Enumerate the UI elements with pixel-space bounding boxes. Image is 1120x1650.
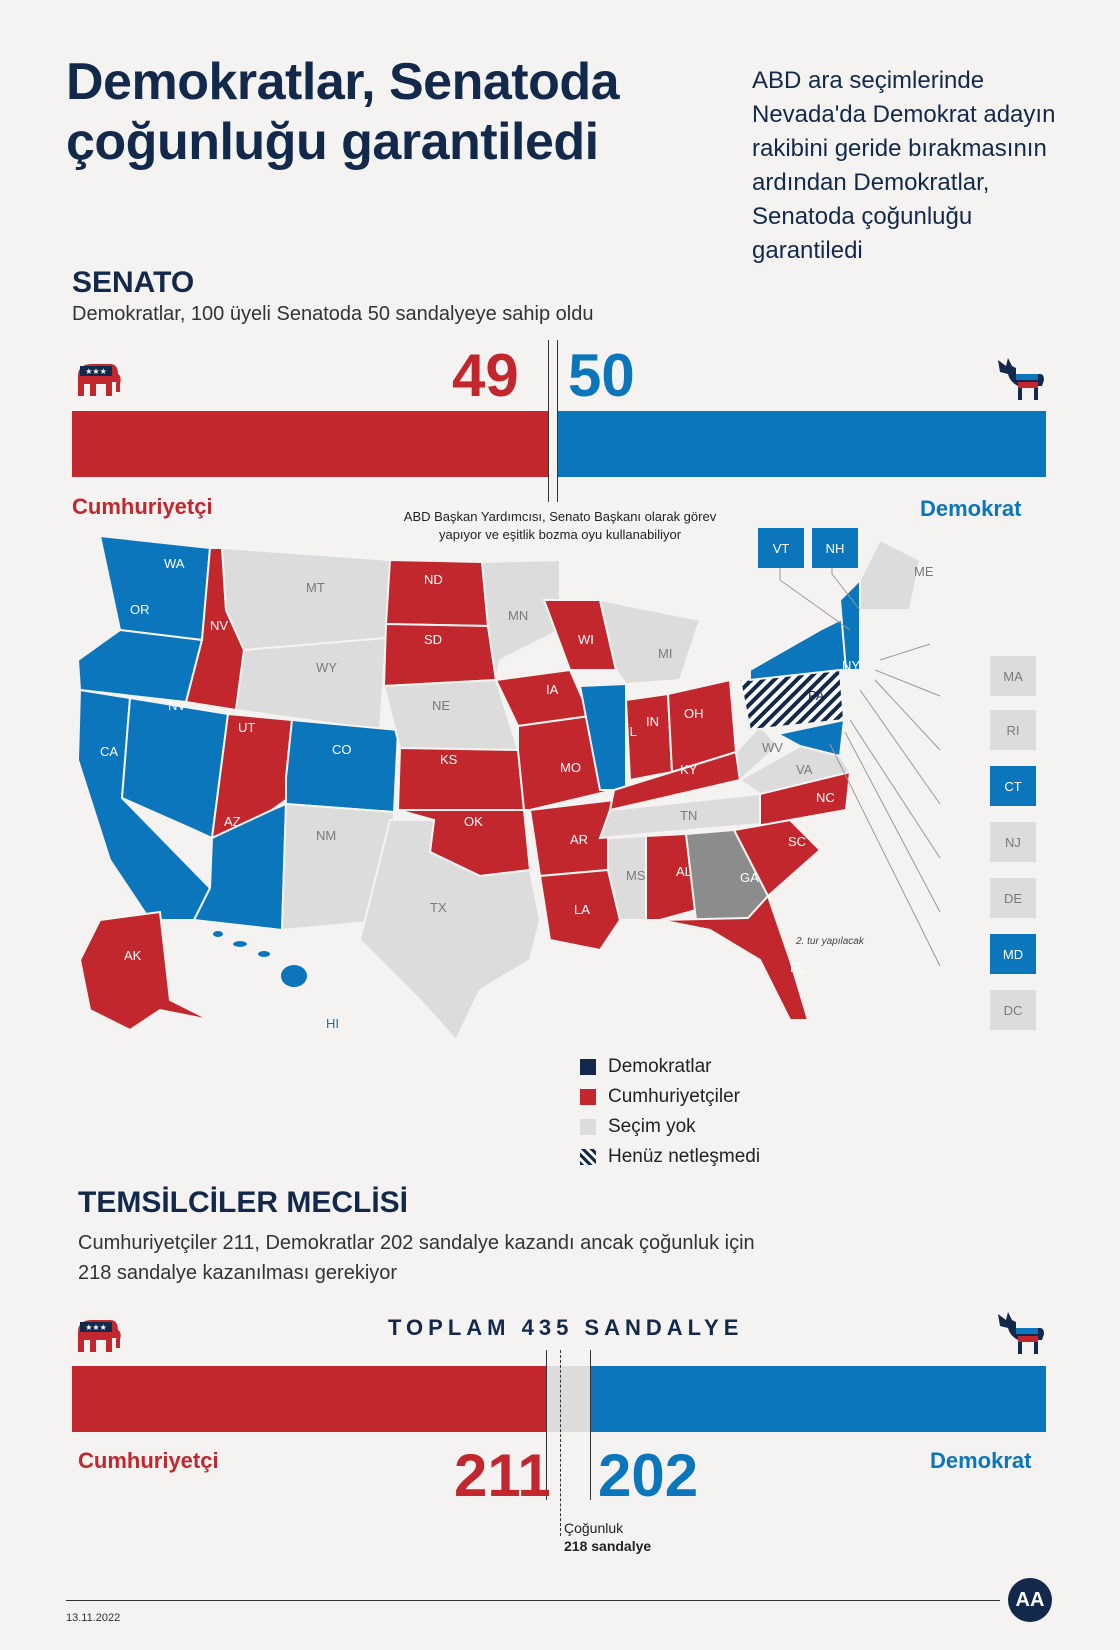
vp-note: ABD Başkan Yardımcısı, Senato Başkanı olarak görev yapıyor ve eşitlik bozma oyu kullanabiliyor [403,509,717,542]
state-nd [386,560,488,626]
label-wi: WI [578,632,594,647]
elephant-icon [74,362,122,398]
house-rep-bar [72,1366,546,1432]
us-map [60,520,1060,1080]
house-dem-seats: 202 [598,1442,699,1509]
house-total: TOPLAM 435 SANDALYE [388,1315,744,1340]
box-ri: RI [990,710,1036,750]
label-ar: AR [570,832,589,847]
house-sub-line-1: Cumhuriyetçiler 211, Demokratlar 202 sandalye kazandı ancak çoğunluk için [78,1232,755,1254]
label-me: ME [914,564,934,579]
state-co [286,720,398,812]
state-ks [398,748,524,810]
state-me [860,540,920,610]
house-undecided-bar [546,1366,590,1432]
label-ne: NE [432,698,451,713]
label-id: NV [210,618,229,633]
footer-date: 13.11.2022 [66,1612,121,1624]
map-legend [580,1052,760,1172]
label-ga: GA [740,870,759,885]
label-va: VA [796,762,813,777]
label-pa: PA [808,688,825,703]
state-or [78,630,202,702]
legend-none: Seçim yok [580,1112,760,1142]
aa-logo: AA [1008,1578,1052,1622]
house-sub-line-2: 218 sandalye kazanılması gerekiyor [78,1262,398,1284]
senate-rep-seats: 49 [452,342,519,409]
box-dc: DC [990,990,1036,1030]
label-ms: MS [626,868,646,883]
footer-rule [66,1600,1000,1601]
senate-dem-label: Demokrat [920,496,1022,521]
title-line-1: Demokratlar, Senatoda [66,53,620,111]
legend-dem: Demokratlar [580,1052,760,1082]
state-mt [222,548,390,650]
page-title [66,52,619,172]
svg-text:★★★: ★★★ [85,1323,107,1332]
state-ne [384,680,518,750]
label-tx: TX [430,900,447,915]
box-nj: NJ [990,822,1036,862]
runoff-note: 2. tur yapılacak [796,936,864,947]
senate-rep-bar [72,411,548,477]
label-az: AZ [224,814,241,829]
label-sc: SC [788,834,807,849]
senate-subheading: Demokratlar, 100 üyeli Senatoda 50 sandalyeye sahip oldu [72,303,594,325]
house-rep-seats: 211 [454,1442,551,1509]
box-md: MD [990,934,1036,974]
label-ak: AK [124,948,142,963]
box-ma: MA [990,656,1036,696]
state-ak [80,912,210,1030]
elephant-icon [74,1318,122,1354]
majority-label: Çoğunluk [564,1520,624,1536]
majority-value: 218 sandalye [564,1538,652,1554]
majority-line [560,1350,561,1536]
senate-dem-seats: 50 [568,342,635,409]
legend-pending-swatch [580,1149,596,1165]
box-de: DE [990,878,1036,918]
label-wv: WV [762,740,783,755]
label-wa: WA [164,556,185,571]
legend-none-swatch [580,1119,596,1135]
label-mt: MT [306,580,325,595]
label-ia: IA [546,682,559,697]
house-rep-label: Cumhuriyetçi [78,1448,219,1473]
label-hi: HI [326,1016,339,1031]
label-la: LA [574,902,590,917]
legend-rep-swatch [580,1089,596,1105]
house-dem-bar [590,1366,1046,1432]
title-line-2: çoğunluğu garantiledi [66,113,599,171]
legend-rep: Cumhuriyetçiler [580,1082,760,1112]
senate-dem-bar [558,411,1046,477]
label-in: IN [646,714,659,729]
box-nh: NH [812,528,858,568]
page-subtitle: ABD ara seçimlerinde Nevada'da Demokrat adayın rakibini geride bırakmasının ardından Demokratlar, Senatoda çoğunluğu garantiledi [752,67,1056,264]
label-or: OR [130,602,150,617]
label-nd: ND [424,572,443,587]
senate-heading: SENATO [72,266,195,299]
label-ks: KS [440,752,458,767]
donkey-icon [996,356,1046,402]
box-vt: VT [758,528,804,568]
label-nv: NV [168,698,187,713]
svg-text:★★★: ★★★ [85,367,107,376]
label-il: IL [626,724,637,739]
label-oh: OH [684,706,704,721]
senate-rep-label: Cumhuriyetçi [72,494,213,519]
state-hi [212,930,308,988]
senate-divider-left [548,340,549,502]
label-ca: CA [100,744,119,759]
label-wy: WY [316,660,337,675]
label-fl: FL [790,960,806,975]
box-ct: CT [990,766,1036,806]
label-co: CO [332,742,352,757]
legend-dem-swatch [580,1059,596,1075]
label-mo: MO [560,760,581,775]
house-heading: TEMSİLCİLER MECLİSİ [78,1186,408,1219]
label-sd: SD [424,632,443,647]
donkey-icon [996,1310,1046,1356]
label-tn: TN [680,808,698,823]
state-mi [600,600,700,684]
house-dem-label: Demokrat [930,1448,1032,1473]
label-ky: KY [680,762,698,777]
legend-pending: Henüz netleşmedi [580,1142,760,1172]
label-al: AL [676,864,692,879]
label-mn: MN [508,608,529,623]
label-ny: NY [842,658,861,673]
label-ut: UT [238,720,256,735]
label-nc: NC [816,790,835,805]
state-wa [100,536,210,640]
label-mi: MI [658,646,673,661]
house-divider-right [590,1350,591,1500]
label-nm: NM [316,828,337,843]
label-ok: OK [464,814,483,829]
